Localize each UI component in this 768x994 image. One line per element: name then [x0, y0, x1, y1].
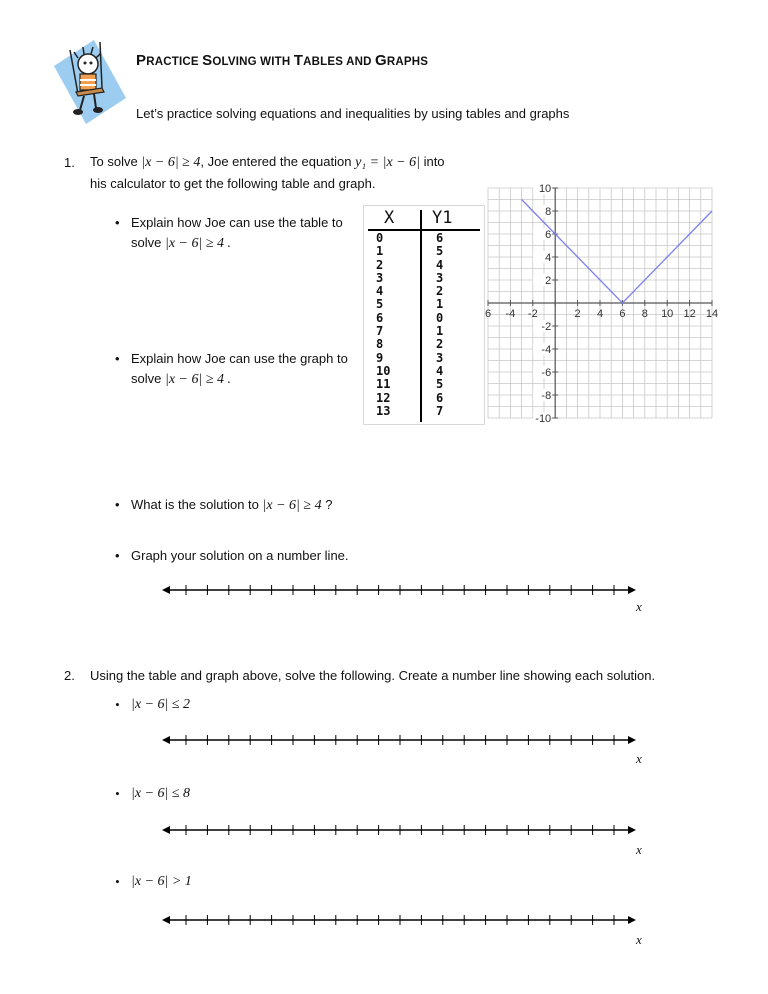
number-line-left-arrow — [162, 586, 170, 594]
title-word-3: TABLES AND — [293, 52, 375, 69]
number-line-right-arrow — [628, 826, 636, 834]
x-tick-label: 4 — [596, 308, 604, 320]
x-tick-label: 2 — [574, 308, 581, 320]
y-tick-label: -2 — [541, 321, 552, 333]
inequality: |x − 6| ≥ 4 — [141, 155, 201, 170]
bullet-explain-table: • Explain how Joe can use the table to solve |x − 6| ≥ 4 . — [131, 213, 343, 254]
number-line-svg — [160, 730, 640, 758]
table-y-cell: 7 — [436, 403, 444, 418]
number-line-svg — [160, 820, 640, 848]
table-y-cell: 2 — [436, 337, 444, 352]
table-y-cell: 4 — [436, 257, 444, 272]
x-tick-label: 6 — [484, 308, 492, 320]
number-line-left-arrow — [162, 826, 170, 834]
y-tick-label: -4 — [541, 344, 552, 356]
table-x-cell: 2 — [376, 257, 384, 272]
x-tick-label: 8 — [641, 308, 648, 320]
table-x-cell: 13 — [376, 403, 391, 418]
x-tick-label: -2 — [527, 308, 538, 320]
table-x-cell: 12 — [376, 390, 391, 405]
table-x-cell: 0 — [376, 231, 384, 245]
q2-item-1: • |x − 6| ≤ 2 — [131, 697, 190, 713]
y-tick-label: -8 — [541, 390, 552, 402]
number-line-q2a — [160, 730, 640, 758]
y-tick-label: -10 — [535, 413, 552, 425]
bullet-graph-solution: • Graph your solution on a number line. — [131, 548, 349, 563]
y-tick-label: 8 — [545, 206, 552, 218]
page-subtitle: Let’s practice solving equations and inequalities by using tables and graphs — [136, 106, 570, 121]
table-y-cell: 1 — [436, 324, 444, 339]
number-line-svg — [160, 580, 640, 608]
table-x-cell: 1 — [376, 244, 384, 259]
x-header: X — [384, 208, 395, 228]
table-x-cell: 8 — [376, 337, 384, 352]
y-tick-label: -6 — [541, 367, 552, 379]
table-header-divider — [368, 229, 480, 231]
number-line-q2b-label: x — [636, 842, 642, 857]
q2-item-2: • |x − 6| ≤ 8 — [131, 786, 190, 802]
table-y-cell: 3 — [436, 270, 444, 285]
table-x-cell: 7 — [376, 324, 384, 339]
table-y-cell: 1 — [436, 297, 444, 312]
question-2-prompt: Using the table and graph above, solve the following. Create a number line showing each solution. — [90, 668, 656, 683]
table-y-cell: 0 — [436, 310, 444, 325]
number-line-q2c — [160, 910, 640, 938]
table-y-cell: 2 — [436, 284, 444, 299]
table-x-cell: 4 — [376, 284, 384, 299]
number-line-right-arrow — [628, 586, 636, 594]
table-y-cell: 5 — [436, 377, 444, 392]
y-tick-label: 10 — [538, 183, 552, 195]
calculator-graph — [480, 180, 720, 425]
table-y-cell: 6 — [436, 231, 444, 245]
title-word-2: SOLVING WITH — [202, 52, 294, 69]
y-tick-label: 6 — [545, 229, 552, 241]
number-line-q2b — [160, 820, 640, 848]
y-tick-label: 2 — [545, 275, 552, 287]
number-line-left-arrow — [162, 736, 170, 744]
table-y-cell: 6 — [436, 390, 444, 405]
q2-item-3: • |x − 6| > 1 — [131, 874, 192, 890]
number-line-q1-label: x — [636, 599, 642, 614]
x-tick-label: 12 — [683, 308, 696, 320]
number-line-right-arrow — [628, 916, 636, 924]
swing-kid-logo — [40, 36, 130, 128]
page-title — [136, 52, 428, 69]
table-y-cell: 4 — [436, 363, 444, 378]
table-x-cell: 5 — [376, 297, 384, 312]
x-tick-label: 14 — [705, 308, 719, 320]
x-tick-label: 6 — [619, 308, 626, 320]
table-y-cell: 5 — [436, 244, 444, 259]
equation: y₁ = |x − 6| — [355, 155, 420, 170]
y-values-column — [436, 232, 443, 418]
x-tick-label: 10 — [661, 308, 674, 320]
question-1-intro: To solve |x − 6| ≥ 4, Joe entered the equation y₁ = |x − 6| into — [90, 154, 445, 170]
number-line-q1 — [160, 580, 640, 608]
number-line-left-arrow — [162, 916, 170, 924]
table-y-cell: 3 — [436, 350, 444, 365]
title-word-4: GRAPHS — [374, 52, 429, 69]
question-2-number: 2. — [64, 668, 75, 683]
table-x-cell: 3 — [376, 270, 384, 285]
number-line-q2c-label: x — [636, 932, 642, 947]
table-x-cell: 11 — [376, 377, 391, 392]
table-x-cell: 9 — [376, 350, 384, 365]
x-values-column — [376, 232, 390, 418]
number-line-right-arrow — [628, 736, 636, 744]
bullet-explain-graph: • Explain how Joe can use the graph to solve |x − 6| ≥ 4 . — [131, 349, 348, 390]
graph-svg — [480, 180, 720, 425]
table-x-cell: 6 — [376, 310, 384, 325]
table-column-divider — [420, 210, 422, 422]
table-x-cell: 10 — [376, 363, 391, 378]
y-header: Y1 — [432, 208, 453, 228]
question-1-intro-line2: his calculator to get the following table and graph. — [90, 176, 376, 191]
title-word-1: PRACTICE — [136, 52, 203, 69]
calculator-table — [363, 205, 485, 425]
number-line-svg — [160, 910, 640, 938]
number-line-q2a-label: x — [636, 751, 642, 766]
x-tick-label: -4 — [505, 308, 516, 320]
question-1-number: 1. — [64, 155, 75, 170]
y-tick-label: 4 — [545, 252, 552, 264]
bullet-solution: • What is the solution to |x − 6| ≥ 4 ? — [131, 497, 332, 514]
